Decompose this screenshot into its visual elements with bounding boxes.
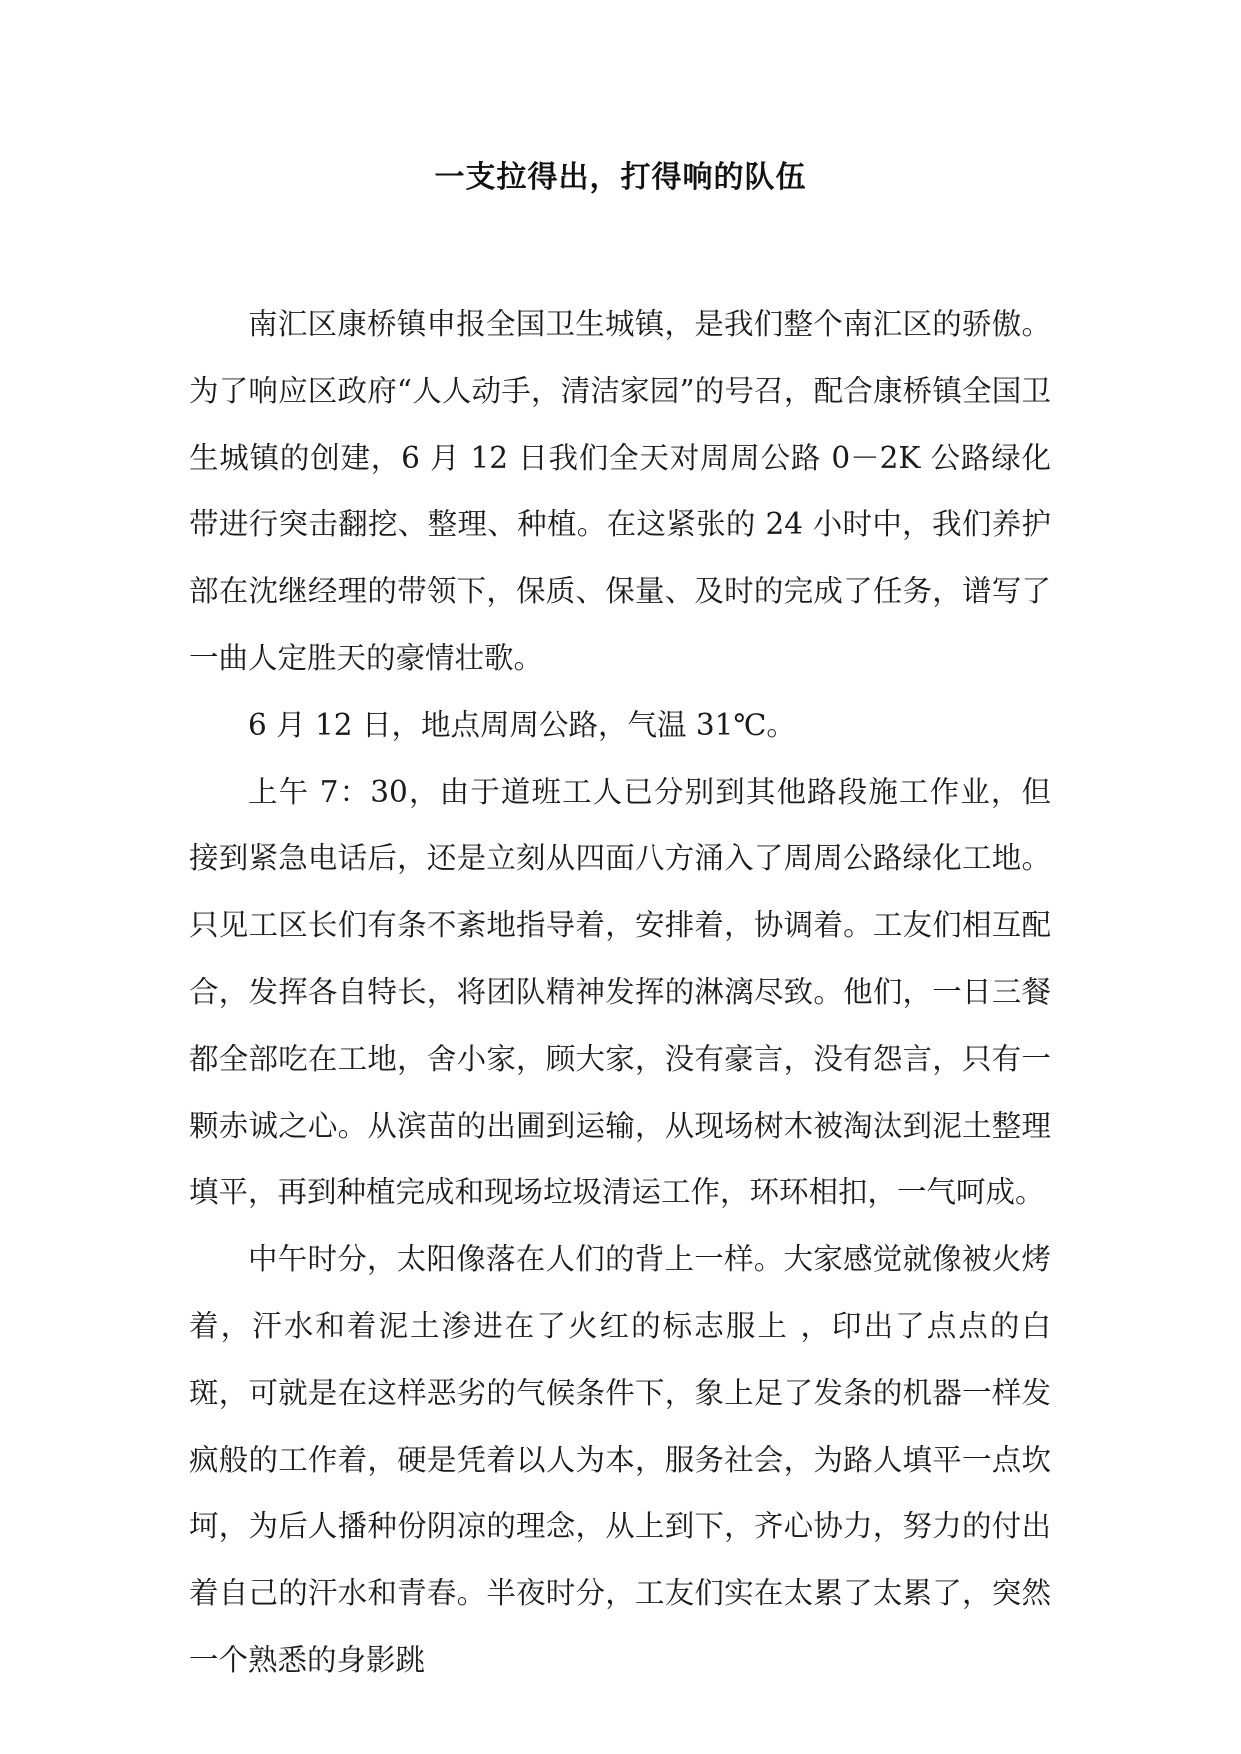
paragraph: 南汇区康桥镇申报全国卫生城镇，是我们整个南汇区的骄傲。为了响应区政府“人人动手，清洁家园”的号召，配合康桥镇全国卫生城镇的创建，6 月 12 日我们全天对周周公路 0－2K 公路绿化带进行突击翻挖、整理、种植。在这紧张的 24 小时中，我们养护部在沈继经理的带领下，保质、保量、及时的完成了任务，谱写了一曲人定胜天的豪情壮歌。	[189, 307, 1051, 675]
paragraph: 上午 7：30，由于道班工人已分别到其他路段施工作业，但接到紧急电话后，还是立刻从四面八方涌入了周周公路绿化工地。只见工区长们有条不紊地指导着，安排着，协调着。工友们相互配合，发挥各自特长，将团队精神发挥的淋漓尽致。他们，一日三餐都全部吃在工地，舍小家，顾大家，没有豪言，没有怨言，只有一颗赤诚之心。从滨苗的出圃到运输，从现场树木被淘汰到泥土整理填平，再到种植完成和现场垃圾清运工作，环环相扣，一气呵成。	[189, 774, 1051, 1210]
paragraph: 中午时分，太阳像落在人们的背上一样。大家感觉就像被火烤着，汗水和着泥土渗进在了火红的标志服上 ，印出了点点的白斑，可就是在这样恶劣的气候条件下，象上足了发条的机器一样发疯般的工作着，硬是凭着以人为本，服务社会，为路人填平一点坎坷，为后人播种份阴凉的理念，从上到下，齐心协力，努力的付出着自己的汗水和青春。半夜时分，工友们实在太累了太累了，突然一个熟悉的身影跳	[189, 1242, 1051, 1677]
paragraph: 6 月 12 日，地点周周公路，气温 31℃。	[248, 707, 796, 742]
document-title: 一支拉得出，打得响的队伍	[434, 160, 807, 195]
document-body	[189, 291, 1051, 1694]
